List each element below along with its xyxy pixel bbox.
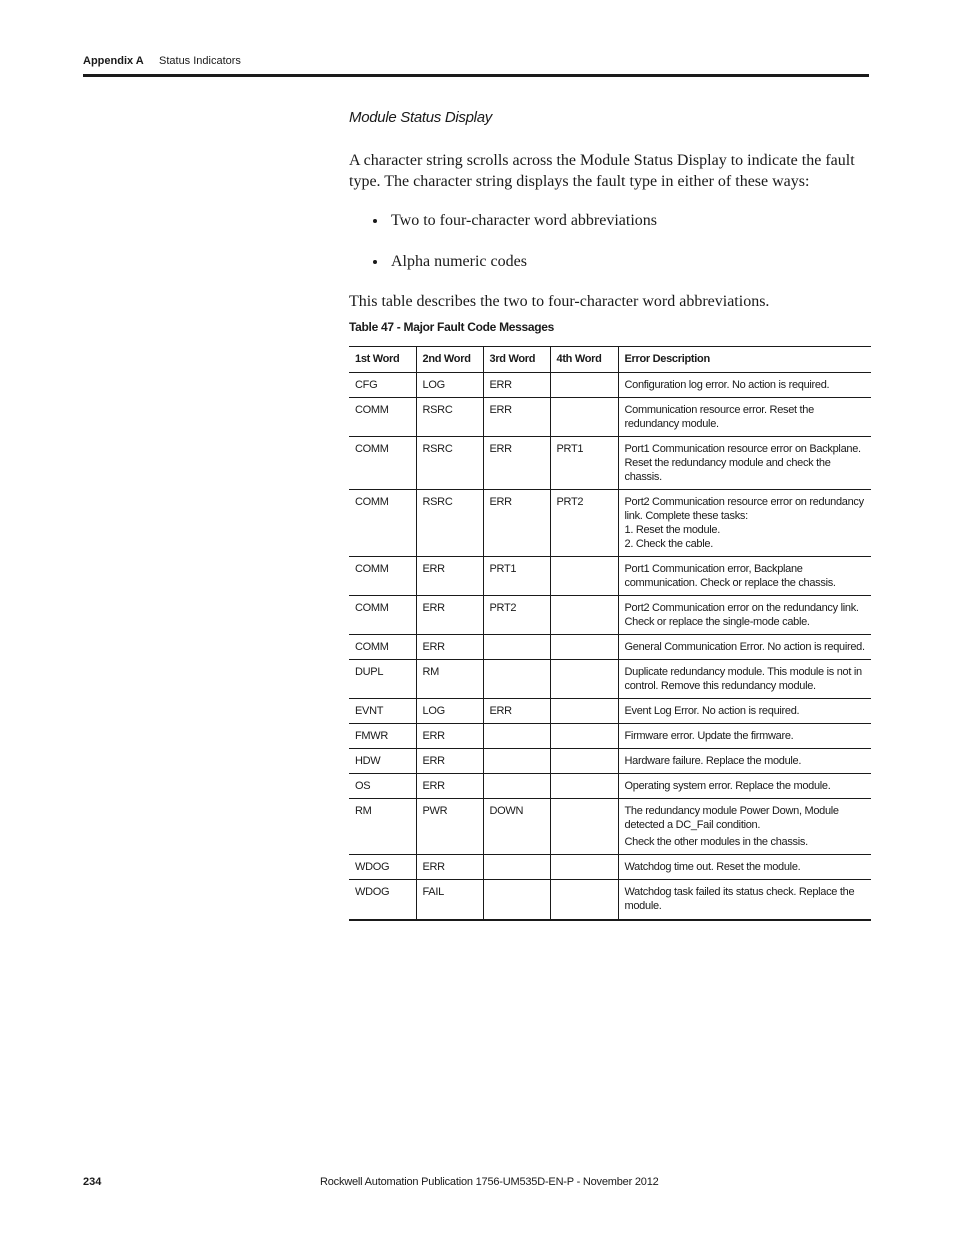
table-cell-word-2: ERR (416, 724, 483, 749)
table-cell-description (618, 774, 871, 799)
table-cell-word-2: RM (416, 660, 483, 699)
table-cell-word-4 (550, 749, 618, 774)
bullet-text: Alpha numeric codes (391, 253, 527, 270)
table-cell-word-3: ERR (483, 437, 550, 490)
table-cell-word-1: FMWR (349, 724, 416, 749)
table-cell-word-2: ERR (416, 774, 483, 799)
description-line: Hardware failure. Replace the module. (624, 755, 802, 767)
section-title: Status Indicators (159, 55, 241, 67)
table-cell-word-1: DUPL (349, 660, 416, 699)
table-cell-word-1: COMM (349, 557, 416, 596)
table-cell-word-1: COMM (349, 635, 416, 660)
table-cell-word-1: CFG (349, 373, 416, 398)
table-row (349, 774, 871, 799)
description-line: Configuration log error. No action is required. (624, 379, 830, 391)
table-row (349, 724, 871, 749)
table-cell-word-3: PRT1 (483, 557, 550, 596)
table-cell-word-3 (483, 635, 550, 660)
table-cell-word-4 (550, 799, 618, 855)
table-cell-word-3: ERR (483, 699, 550, 724)
table-cell-description (618, 749, 871, 774)
description-line: Event Log Error. No action is required. (624, 705, 800, 717)
table-cell-word-1: WDOG (349, 880, 416, 921)
table-cell-description (618, 557, 871, 596)
description-line: Watchdog time out. Reset the module. (624, 861, 801, 873)
table-cell-word-3: ERR (483, 398, 550, 437)
table-cell-word-2: ERR (416, 596, 483, 635)
table-cell-word-2: LOG (416, 373, 483, 398)
description-line: Check the other modules in the chassis. (624, 836, 808, 848)
table-cell-word-3 (483, 880, 550, 921)
description-line: Port1 Communication error, Backplane communication. Check or replace the chassis. (624, 563, 836, 589)
column-header: 1st Word (349, 347, 416, 373)
table-cell-word-3: PRT2 (483, 596, 550, 635)
table-row (349, 398, 871, 437)
table-cell-word-1: WDOG (349, 855, 416, 880)
table-intro-paragraph: This table describes the two to four-character word abbreviations. (349, 293, 770, 310)
table-cell-description (618, 799, 871, 855)
bullet-item (349, 251, 657, 292)
bullet-list (349, 210, 657, 292)
table-cell-word-4 (550, 373, 618, 398)
table-cell-word-2: LOG (416, 699, 483, 724)
bullet-item (349, 210, 657, 251)
table-cell-description (618, 398, 871, 437)
table-row (349, 749, 871, 774)
table-cell-description (618, 635, 871, 660)
table-cell-description (618, 490, 871, 557)
table-row (349, 880, 871, 921)
table-cell-word-3: ERR (483, 490, 550, 557)
publication-info: Rockwell Automation Publication 1756-UM535D-EN-P - November 2012 (320, 1176, 659, 1188)
page-number: 234 (83, 1176, 102, 1188)
table-row (349, 660, 871, 699)
table-row (349, 557, 871, 596)
table-cell-description (618, 724, 871, 749)
table-cell-word-4 (550, 596, 618, 635)
bullet-text: Two to four-character word abbreviations (391, 212, 658, 229)
table-cell-word-3 (483, 774, 550, 799)
fault-code-table (349, 346, 871, 921)
table-cell-description (618, 373, 871, 398)
description-line: Port2 Communication resource error on redundancy link. Complete these tasks: (624, 496, 864, 522)
table-cell-word-1: COMM (349, 490, 416, 557)
table-cell-word-3 (483, 724, 550, 749)
table-cell-description (618, 596, 871, 635)
table-cell-word-3 (483, 749, 550, 774)
table-cell-word-2: RSRC (416, 437, 483, 490)
table-cell-word-4 (550, 557, 618, 596)
table-cell-word-4 (550, 724, 618, 749)
table-row (349, 699, 871, 724)
description-line: Port1 Communication resource error on Backplane. Reset the redundancy module and check the chassis. (624, 443, 861, 483)
table-cell-word-4 (550, 774, 618, 799)
column-header: 2nd Word (416, 347, 483, 373)
table-cell-description (618, 437, 871, 490)
table-cell-word-3 (483, 855, 550, 880)
table-cell-word-2: PWR (416, 799, 483, 855)
table-cell-word-2: RSRC (416, 490, 483, 557)
table-cell-description (618, 660, 871, 699)
column-header: 3rd Word (483, 347, 550, 373)
table-cell-word-2: ERR (416, 557, 483, 596)
table-row (349, 437, 871, 490)
header-divider (83, 74, 869, 77)
page-footer (83, 1176, 869, 1192)
table-cell-word-4 (550, 635, 618, 660)
table-cell-word-3 (483, 660, 550, 699)
table-body (349, 373, 871, 921)
table-cell-word-2: ERR (416, 635, 483, 660)
table-row (349, 635, 871, 660)
description-line: Operating system error. Replace the module. (624, 780, 831, 792)
table-caption: Table 47 - Major Fault Code Messages (349, 320, 555, 334)
table-cell-word-1: OS (349, 774, 416, 799)
table-cell-word-4 (550, 880, 618, 921)
table-cell-description (618, 880, 871, 921)
table-cell-description (618, 855, 871, 880)
column-header: 4th Word (550, 347, 618, 373)
description-line: 2. Check the cable. (624, 538, 713, 550)
table-cell-word-3: DOWN (483, 799, 550, 855)
table-cell-word-2: FAIL (416, 880, 483, 921)
table-cell-description (618, 699, 871, 724)
description-line: Communication resource error. Reset the redundancy module. (624, 404, 814, 430)
bullet-dot-icon (373, 219, 377, 223)
description-line: Watchdog task failed its status check. Replace the module. (624, 886, 855, 912)
table-cell-word-4: PRT1 (550, 437, 618, 490)
table-cell-word-3: ERR (483, 373, 550, 398)
table-cell-word-4: PRT2 (550, 490, 618, 557)
table-cell-word-1: EVNT (349, 699, 416, 724)
table-cell-word-2: RSRC (416, 398, 483, 437)
table-cell-word-1: COMM (349, 398, 416, 437)
description-line: The redundancy module Power Down, Module detected a DC_Fail condition. (624, 805, 839, 831)
column-header: Error Description (618, 347, 871, 373)
description-line: 1. Reset the module. (624, 524, 721, 536)
table-cell-word-4 (550, 699, 618, 724)
description-line: Port2 Communication error on the redundancy link. Check or replace the single-mode cable. (624, 602, 859, 628)
table-row (349, 596, 871, 635)
table-row (349, 373, 871, 398)
section-subtitle: Module Status Display (349, 109, 492, 126)
table-header-row (349, 347, 871, 373)
description-line: Duplicate redundancy module. This module is not in control. Remove this redundancy module. (624, 666, 862, 692)
table-cell-word-4 (550, 660, 618, 699)
table-cell-word-4 (550, 855, 618, 880)
bullet-dot-icon (373, 260, 377, 264)
description-line: General Communication Error. No action is required. (624, 641, 865, 653)
table-row (349, 490, 871, 557)
table-cell-word-2: ERR (416, 749, 483, 774)
intro-paragraph: A character string scrolls across the Module Status Display to indicate the fault type. The character string displays the fault type in either of these ways: (349, 152, 855, 190)
table-cell-word-1: COMM (349, 437, 416, 490)
table-row (349, 855, 871, 880)
table-cell-word-2: ERR (416, 855, 483, 880)
description-line: Firmware error. Update the firmware. (624, 730, 794, 742)
table-cell-word-1: COMM (349, 596, 416, 635)
table-cell-word-1: RM (349, 799, 416, 855)
appendix-label: Appendix A (83, 55, 144, 67)
table-row (349, 799, 871, 855)
table-cell-word-1: HDW (349, 749, 416, 774)
page-header (83, 53, 869, 75)
table-cell-word-4 (550, 398, 618, 437)
